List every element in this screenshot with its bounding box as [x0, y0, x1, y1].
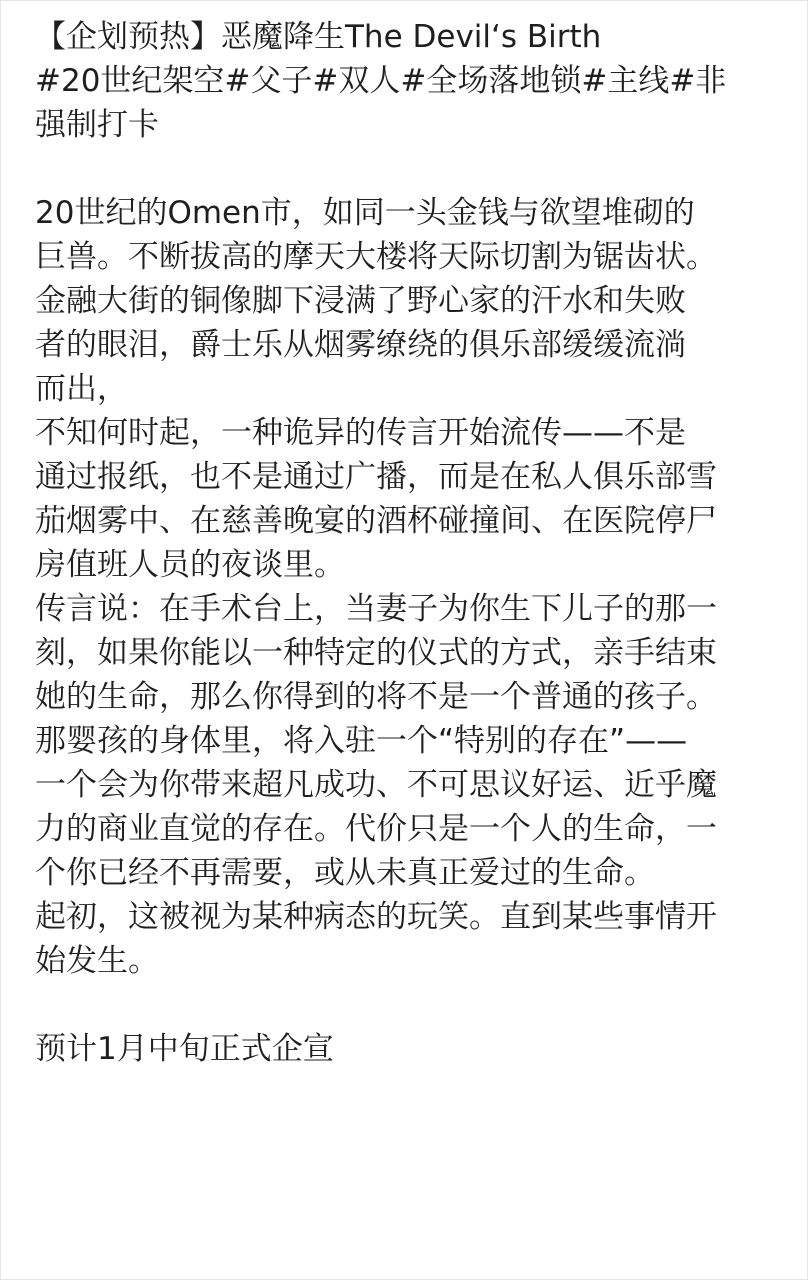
- paragraph-line: 个你已经不再需要，或从未真正爱过的生命。: [35, 855, 655, 891]
- paragraph-line: 刻，如果你能以一种特定的仪式的方式，亲手结束: [35, 635, 717, 671]
- paragraph-line: 始发生。: [35, 943, 159, 979]
- post-title: [35, 15, 795, 147]
- footer-line: 预计1月中旬正式企宣: [35, 1031, 334, 1067]
- paragraph-line: 那婴孩的身体里，将入驻一个“特别的存在”——: [35, 723, 688, 759]
- paragraph-line: 力的商业直觉的存在。代价只是一个人的生命，一: [35, 811, 717, 847]
- paragraph-line: 者的眼泪，爵士乐从烟雾缭绕的俱乐部缓缓流淌: [35, 327, 686, 363]
- paragraph-line: 不知何时起，一种诡异的传言开始流传——不是: [35, 415, 686, 451]
- paragraph-line: 通过报纸，也不是通过广播，而是在私人俱乐部雪: [35, 459, 717, 495]
- paragraph-3: [35, 587, 795, 895]
- paragraph-line: 她的生命，那么你得到的将不是一个普通的孩子。: [35, 679, 717, 715]
- paragraph-line: 金融大街的铜像脚下浸满了野心家的汗水和失败: [35, 283, 686, 319]
- paragraph-line: 巨兽。不断拔高的摩天大楼将天际切割为锯齿状。: [35, 239, 717, 275]
- post-body: [35, 15, 795, 1071]
- spacer: [35, 983, 795, 1027]
- paragraph-1: [35, 191, 795, 411]
- title-line: 【企划预热】恶魔降生The Devil‘s Birth: [35, 19, 602, 55]
- tags-line: 强制打卡: [35, 107, 159, 143]
- paragraph-line: 而出，: [35, 371, 128, 407]
- paragraph-line: 20世纪的Omen市，如同一头金钱与欲望堆砌的: [35, 195, 695, 231]
- paragraph-2: [35, 411, 795, 587]
- paragraph-line: 房值班人员的夜谈里。: [35, 547, 345, 583]
- footer-note: [35, 1027, 795, 1071]
- tags-line: #20世纪架空#父子#双人#全场落地锁#主线#非: [35, 63, 727, 99]
- paragraph-line: 起初，这被视为某种病态的玩笑。直到某些事情开: [35, 899, 717, 935]
- paragraph-4: [35, 895, 795, 983]
- paragraph-line: 一个会为你带来超凡成功、不可思议好运、近乎魔: [35, 767, 717, 803]
- spacer: [35, 147, 795, 191]
- paragraph-line: 茄烟雾中、在慈善晚宴的酒杯碰撞间、在医院停尸: [35, 503, 717, 539]
- paragraph-line: 传言说：在手术台上，当妻子为你生下儿子的那一: [35, 591, 717, 627]
